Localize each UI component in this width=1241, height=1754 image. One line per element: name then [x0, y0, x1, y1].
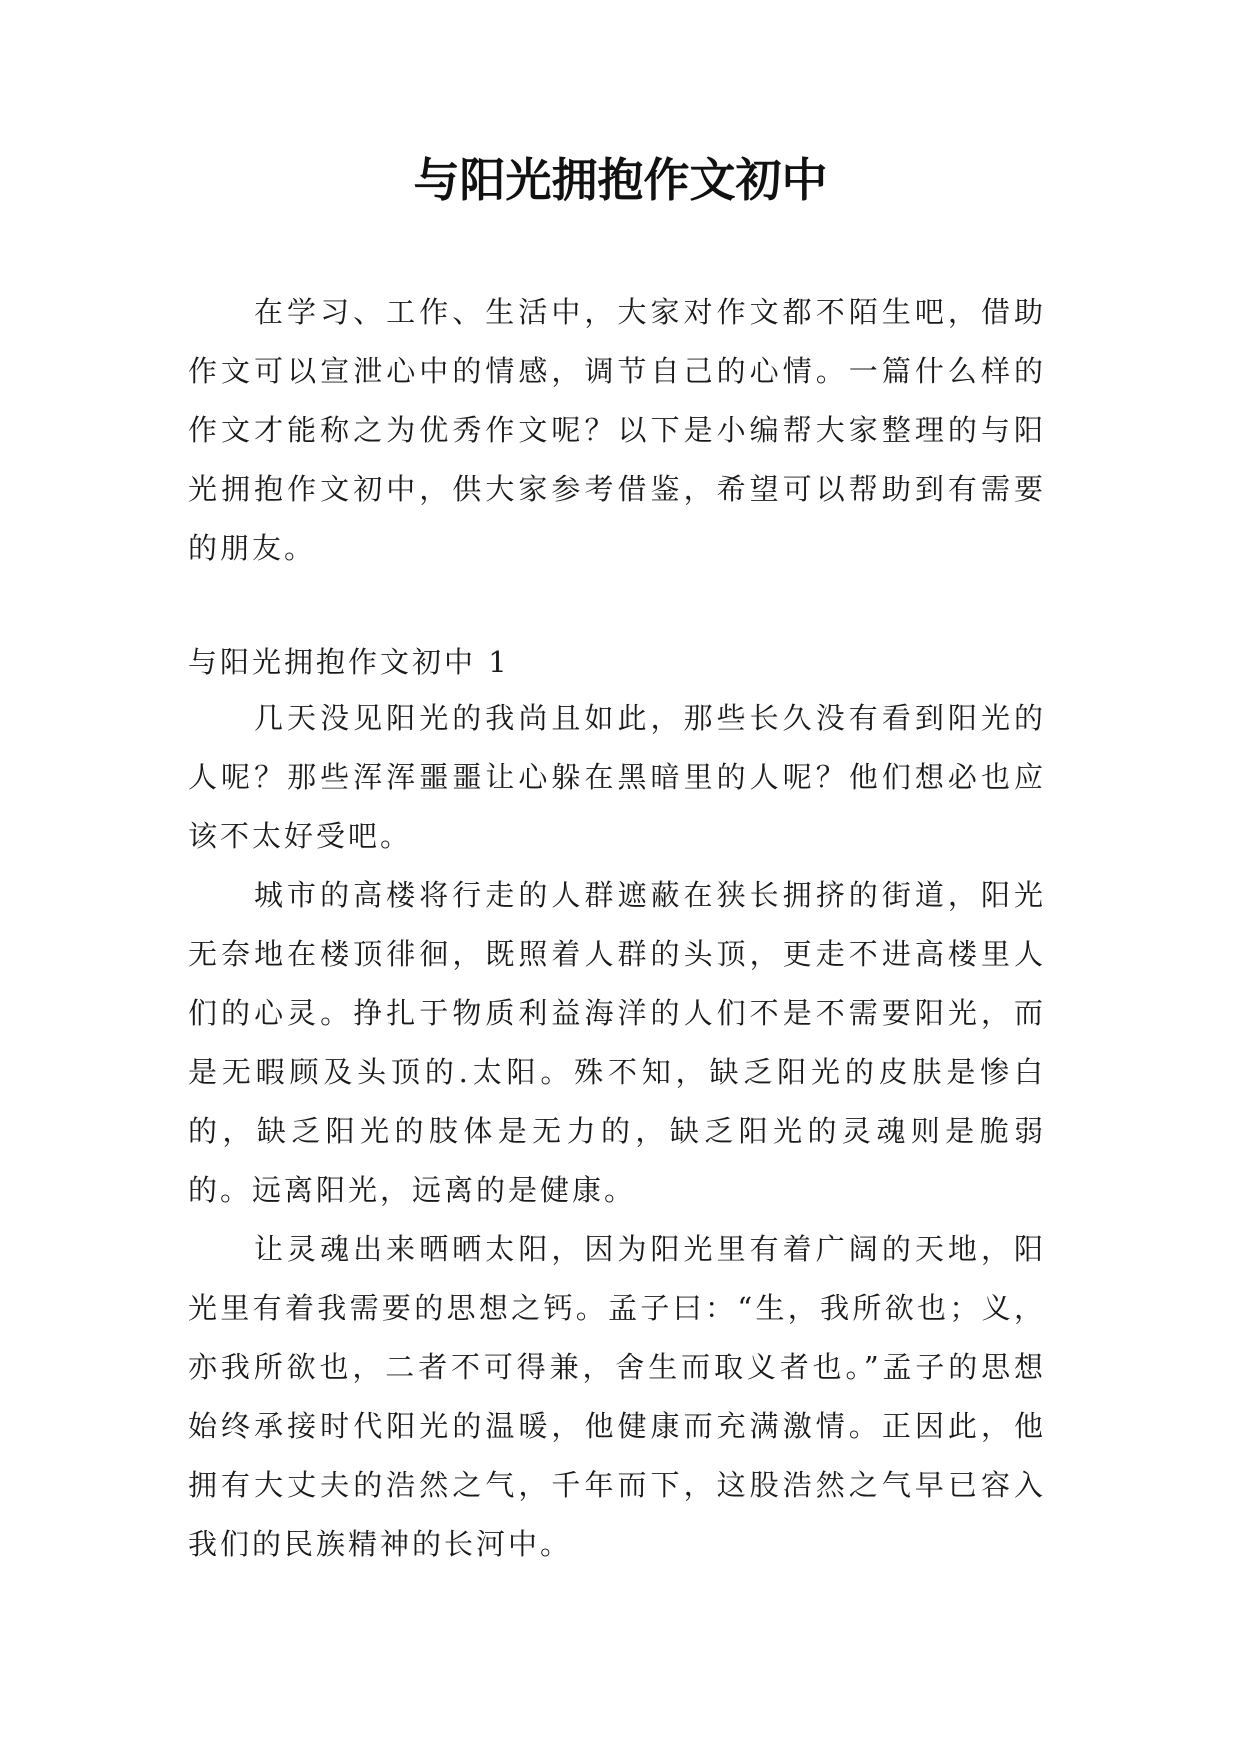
essay-paragraph: 让灵魂出来晒晒太阳，因为阳光里有着广阔的天地，阳光里有着我需要的思想之钙。孟子曰：“生，我所欲也；义，亦我所欲也，二者不可得兼，舍生而取义者也。”孟子的思想始终承接时代阳光的温暖，他健康而充满激情。正因此，他拥有大丈夫的浩然之气，千年而下，这股浩然之气早已容入我们的民族精神的长河中。 [188, 1232, 1046, 1561]
document-title: 与阳光拥抱作文初中 [413, 153, 828, 207]
essay-paragraph: 几天没见阳光的我尚且如此，那些长久没有看到阳光的人呢？那些浑浑噩噩让心躲在黑暗里的人呢？他们想必也应该不太好受吧。 [188, 701, 1046, 853]
intro-paragraph: 在学习、工作、生活中，大家对作文都不陌生吧，借助作文可以宣泄心中的情感，调节自己的心情。一篇什么样的作文才能称之为优秀作文呢？以下是小编帮大家整理的与阳光拥抱作文初中，供大家参考借鉴，希望可以帮助到有需要的朋友。 [188, 295, 1046, 565]
essay-paragraph: 城市的高楼将行走的人群遮蔽在狭长拥挤的街道，阳光无奈地在楼顶徘徊，既照着人群的头顶，更走不进高楼里人们的心灵。挣扎于物质利益海洋的人们不是不需要阳光，而是无暇顾及头顶的.太阳。殊不知，缺乏阳光的皮肤是惨白的，缺乏阳光的肢体是无力的，缺乏阳光的灵魂则是脆弱的。远离阳光，远离的是健康。 [188, 878, 1046, 1207]
section-heading: 与阳光拥抱作文初中 1 [188, 645, 510, 679]
essay-body [188, 689, 1046, 1574]
